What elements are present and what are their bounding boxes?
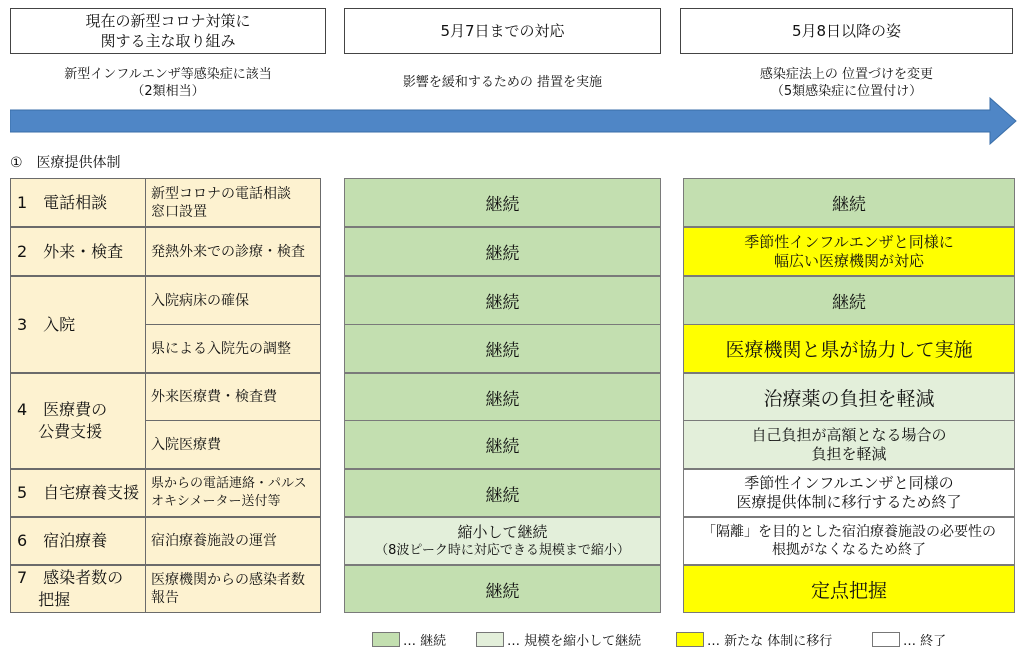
item-text: 外来医療費・検査費 bbox=[151, 389, 277, 405]
group-label: 6 宿泊療養 bbox=[17, 531, 108, 550]
mid-text: 継続 bbox=[485, 244, 520, 264]
legend-swatch bbox=[372, 632, 400, 647]
mid-row-4 bbox=[344, 324, 661, 373]
right-row-2 bbox=[683, 227, 1015, 276]
item-text: オキシメーター送付等 bbox=[151, 494, 281, 509]
group-6 bbox=[10, 517, 146, 565]
item-row-4 bbox=[145, 324, 321, 373]
right-row-9 bbox=[683, 565, 1015, 613]
subheader-current bbox=[10, 66, 326, 100]
right-text: 医療提供体制に移行するため終了 bbox=[736, 493, 962, 511]
timeline-arrow-icon bbox=[10, 96, 1018, 146]
right-row-8 bbox=[683, 517, 1015, 565]
header-until-may7-text: 5月7日までの対応 bbox=[440, 22, 565, 40]
mid-text: （8波ピーク時に対応できる規模まで縮小） bbox=[375, 543, 630, 558]
group-2 bbox=[10, 227, 146, 276]
right-text: 継続 bbox=[832, 293, 866, 313]
subheader-current-line1: 新型インフルエンザ等感染症に該当 bbox=[64, 67, 272, 82]
header-from-may8-text: 5月8日以降の姿 bbox=[791, 22, 902, 40]
mid-text: 継続 bbox=[485, 341, 520, 361]
item-text: 新型コロナの電話相談 bbox=[151, 185, 291, 202]
mid-text: 継続 bbox=[485, 485, 520, 506]
subheader-from-may8-line1: 感染症法上の 位置づけを変更 bbox=[759, 67, 934, 82]
right-text: 医療機関と県が協力して実施 bbox=[725, 339, 973, 361]
item-text: 宿泊療養施設の運営 bbox=[151, 533, 277, 549]
legend-reduced bbox=[476, 630, 641, 649]
group-7 bbox=[10, 565, 146, 613]
group-label: 2 外来・検査 bbox=[17, 241, 124, 261]
group-label: 4 医療費の bbox=[17, 400, 108, 419]
legend-swatch bbox=[476, 632, 504, 647]
item-text: 報告 bbox=[151, 590, 179, 606]
right-row-6 bbox=[683, 420, 1015, 469]
group-4 bbox=[10, 373, 146, 469]
item-text: 医療機関からの感染者数 bbox=[151, 572, 305, 588]
legend-continue bbox=[372, 630, 446, 649]
right-row-5 bbox=[683, 373, 1015, 421]
right-text: 継続 bbox=[832, 195, 866, 215]
mid-row-5 bbox=[344, 373, 661, 421]
mid-row-3 bbox=[344, 276, 661, 325]
right-text: 幅広い医療機関が対応 bbox=[773, 251, 924, 270]
legend-label: … 規模を縮小して継続 bbox=[507, 634, 642, 649]
subheader-from-may8-line2: （5類感染症に位置付け） bbox=[770, 84, 923, 99]
legend-label: … 新たな 体制に移行 bbox=[707, 634, 833, 649]
group-label: 5 自宅療養支援 bbox=[17, 483, 140, 502]
group-5 bbox=[10, 469, 146, 517]
mid-row-7 bbox=[344, 469, 661, 517]
group-1 bbox=[10, 178, 146, 227]
item-row-9 bbox=[145, 565, 321, 613]
legend-label: … 継続 bbox=[403, 634, 447, 649]
mid-text: 縮小して継続 bbox=[457, 523, 548, 541]
right-text: 治療薬の負担を軽減 bbox=[763, 387, 935, 410]
subheader-until-may7-text: 影響を緩和するための 措置を実施 bbox=[402, 75, 603, 90]
right-text: 自己負担が高額となる場合の bbox=[751, 425, 947, 444]
mid-text: 継続 bbox=[485, 195, 520, 215]
right-text: 「隔離」を目的とした宿泊療養施設の必要性の bbox=[702, 524, 996, 540]
right-row-1 bbox=[683, 178, 1015, 227]
mid-row-2 bbox=[344, 227, 661, 276]
right-row-3 bbox=[683, 276, 1015, 325]
group-label: 把握 bbox=[17, 590, 71, 609]
legend-end bbox=[872, 630, 946, 649]
legend-new-system bbox=[676, 630, 832, 649]
item-row-3 bbox=[145, 276, 321, 325]
mid-row-8 bbox=[344, 517, 661, 565]
item-row-5 bbox=[145, 373, 321, 421]
right-text: 負担を軽減 bbox=[811, 444, 887, 463]
item-row-8 bbox=[145, 517, 321, 565]
mid-row-1 bbox=[344, 178, 661, 227]
right-text: 定点把握 bbox=[810, 579, 887, 602]
header-current-line2: 関する主な取り組み bbox=[100, 32, 236, 50]
header-current-line1: 現在の新型コロナ対策に bbox=[85, 12, 251, 30]
item-row-6 bbox=[145, 420, 321, 469]
right-text: 根拠がなくなるため終了 bbox=[772, 542, 926, 558]
group-label: 3 入院 bbox=[17, 314, 76, 334]
group-3 bbox=[10, 276, 146, 373]
section-title: ① 医療提供体制 bbox=[10, 155, 121, 171]
right-text: 季節性インフルエンザと同様に bbox=[744, 232, 954, 251]
subheader-from-may8 bbox=[680, 66, 1013, 100]
group-label: 1 電話相談 bbox=[17, 192, 108, 212]
legend-label: … 終了 bbox=[903, 634, 947, 649]
subheader-until-may7 bbox=[344, 74, 661, 91]
header-current bbox=[10, 8, 326, 54]
mid-row-6 bbox=[344, 420, 661, 469]
legend-swatch bbox=[872, 632, 900, 647]
group-label: 公費支援 bbox=[17, 422, 103, 441]
header-from-may8 bbox=[680, 8, 1013, 54]
item-text: 入院医療費 bbox=[151, 436, 221, 453]
legend-swatch bbox=[676, 632, 704, 647]
mid-text: 継続 bbox=[485, 293, 520, 313]
mid-text: 継続 bbox=[485, 437, 520, 457]
item-row-7 bbox=[145, 469, 321, 517]
right-row-4 bbox=[683, 324, 1015, 373]
item-text: 県からの電話連絡・パルス bbox=[151, 476, 307, 491]
group-label: 7 感染者数の bbox=[17, 568, 124, 587]
right-row-7 bbox=[683, 469, 1015, 517]
mid-text: 継続 bbox=[485, 389, 520, 410]
mid-text: 継続 bbox=[485, 581, 520, 602]
item-text: 発熱外来での診療・検査 bbox=[151, 243, 305, 260]
item-text: 県による入院先の調整 bbox=[151, 340, 291, 357]
subheader-current-line2: （2類相当） bbox=[131, 84, 205, 99]
mid-row-9 bbox=[344, 565, 661, 613]
item-text: 窓口設置 bbox=[151, 203, 207, 220]
item-text: 入院病床の確保 bbox=[151, 292, 249, 309]
header-until-may7 bbox=[344, 8, 661, 54]
item-row-2 bbox=[145, 227, 321, 276]
right-text: 季節性インフルエンザと同様の bbox=[744, 474, 954, 492]
item-row-1 bbox=[145, 178, 321, 227]
